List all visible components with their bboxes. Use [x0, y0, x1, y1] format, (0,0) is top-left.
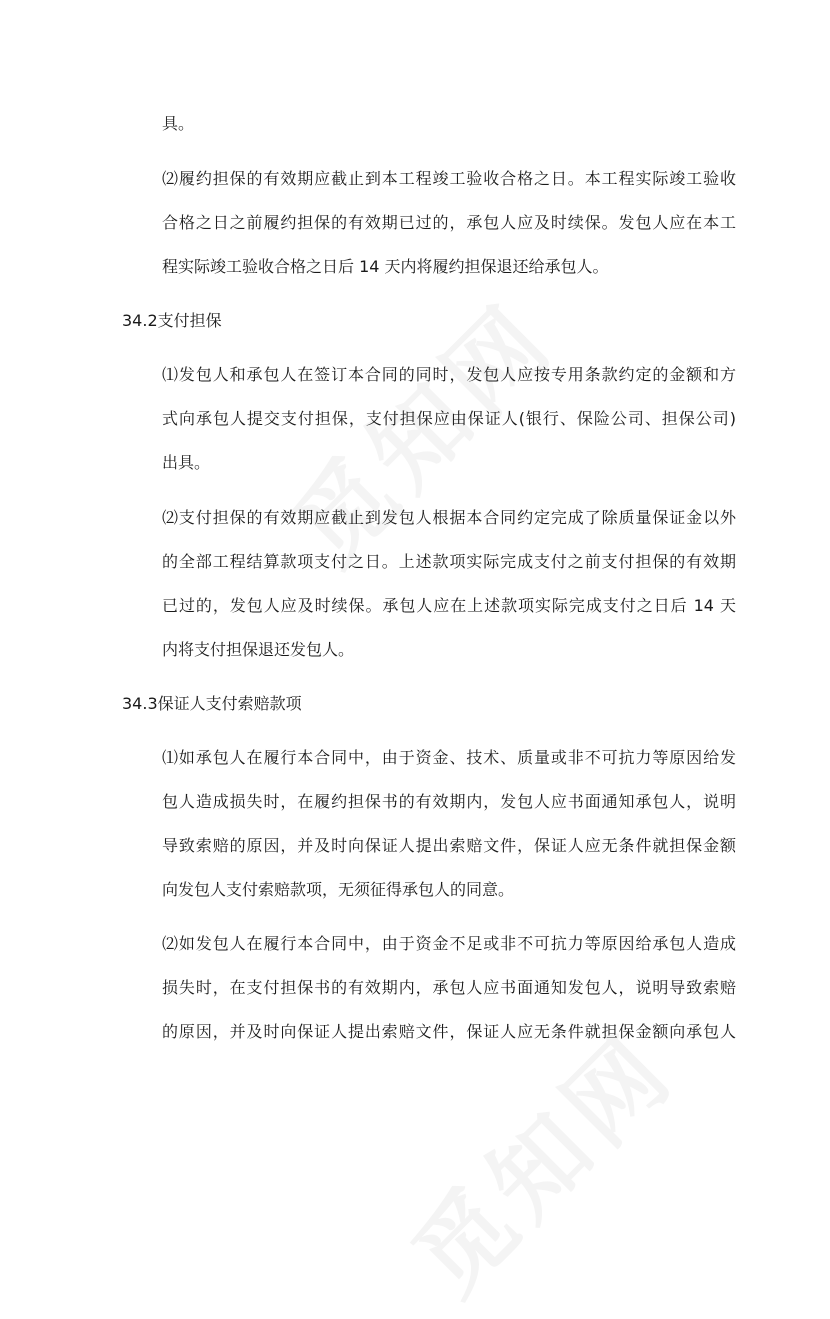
- paragraph-line: 的原因，并及时向保证人提出索赔文件，保证人应无条件就担保金额向承包人: [162, 1022, 736, 1041]
- paragraph-line: ⑵履约担保的有效期应截止到本工程竣工验收合格之日。本工程实际竣工验收: [162, 169, 736, 188]
- paragraph-line: 具。: [162, 114, 195, 133]
- paragraph-line: ⑵支付担保的有效期应截止到发包人根据本合同约定完成了除质量保证金以外: [162, 508, 736, 527]
- section-heading: 34.3保证人支付索赔款项: [122, 694, 302, 713]
- paragraph-line: 包人造成损失时，在履约担保书的有效期内，发包人应书面通知承包人，说明: [162, 792, 736, 811]
- watermark: [378, 998, 700, 1319]
- paragraph-line: ⑴发包人和承包人在签订本合同的同时，发包人应按专用条款约定的金额和方: [162, 365, 736, 384]
- paragraph-line: ⑵如发包人在履行本合同中，由于资金不足或非不可抗力等原因给承包人造成: [162, 934, 736, 953]
- paragraph-line: 已过的，发包人应及时续保。承包人应在上述款项实际完成支付之日后 14 天: [162, 596, 736, 615]
- paragraph-line: 出具。: [162, 453, 211, 472]
- section-heading: 34.2支付担保: [122, 311, 222, 330]
- paragraph-line: 的全部工程结算款项支付之日。上述款项实际完成支付之前支付担保的有效期: [162, 552, 736, 571]
- paragraph-line: 损失时，在支付担保书的有效期内，承包人应书面通知发包人，说明导致索赔: [162, 978, 736, 997]
- paragraph-line: ⑴如承包人在履行本合同中，由于资金、技术、质量或非不可抗力等原因给发: [162, 748, 736, 767]
- paragraph-line: 导致索赔的原因，并及时向保证人提出索赔文件，保证人应无条件就担保金额: [162, 836, 736, 855]
- paragraph-line: 式向承包人提交支付担保，支付担保应由保证人(银行、保险公司、担保公司): [162, 409, 736, 428]
- paragraph-line: 内将支付担保退还发包人。: [162, 640, 355, 659]
- paragraph-line: 向发包人支付索赔款项，无须征得承包人的同意。: [162, 880, 515, 899]
- paragraph-line: 程实际竣工验收合格之日后 14 天内将履约担保退还给承包人。: [162, 257, 609, 276]
- paragraph-line: 合格之日之前履约担保的有效期已过的，承包人应及时续保。发包人应在本工: [162, 213, 736, 232]
